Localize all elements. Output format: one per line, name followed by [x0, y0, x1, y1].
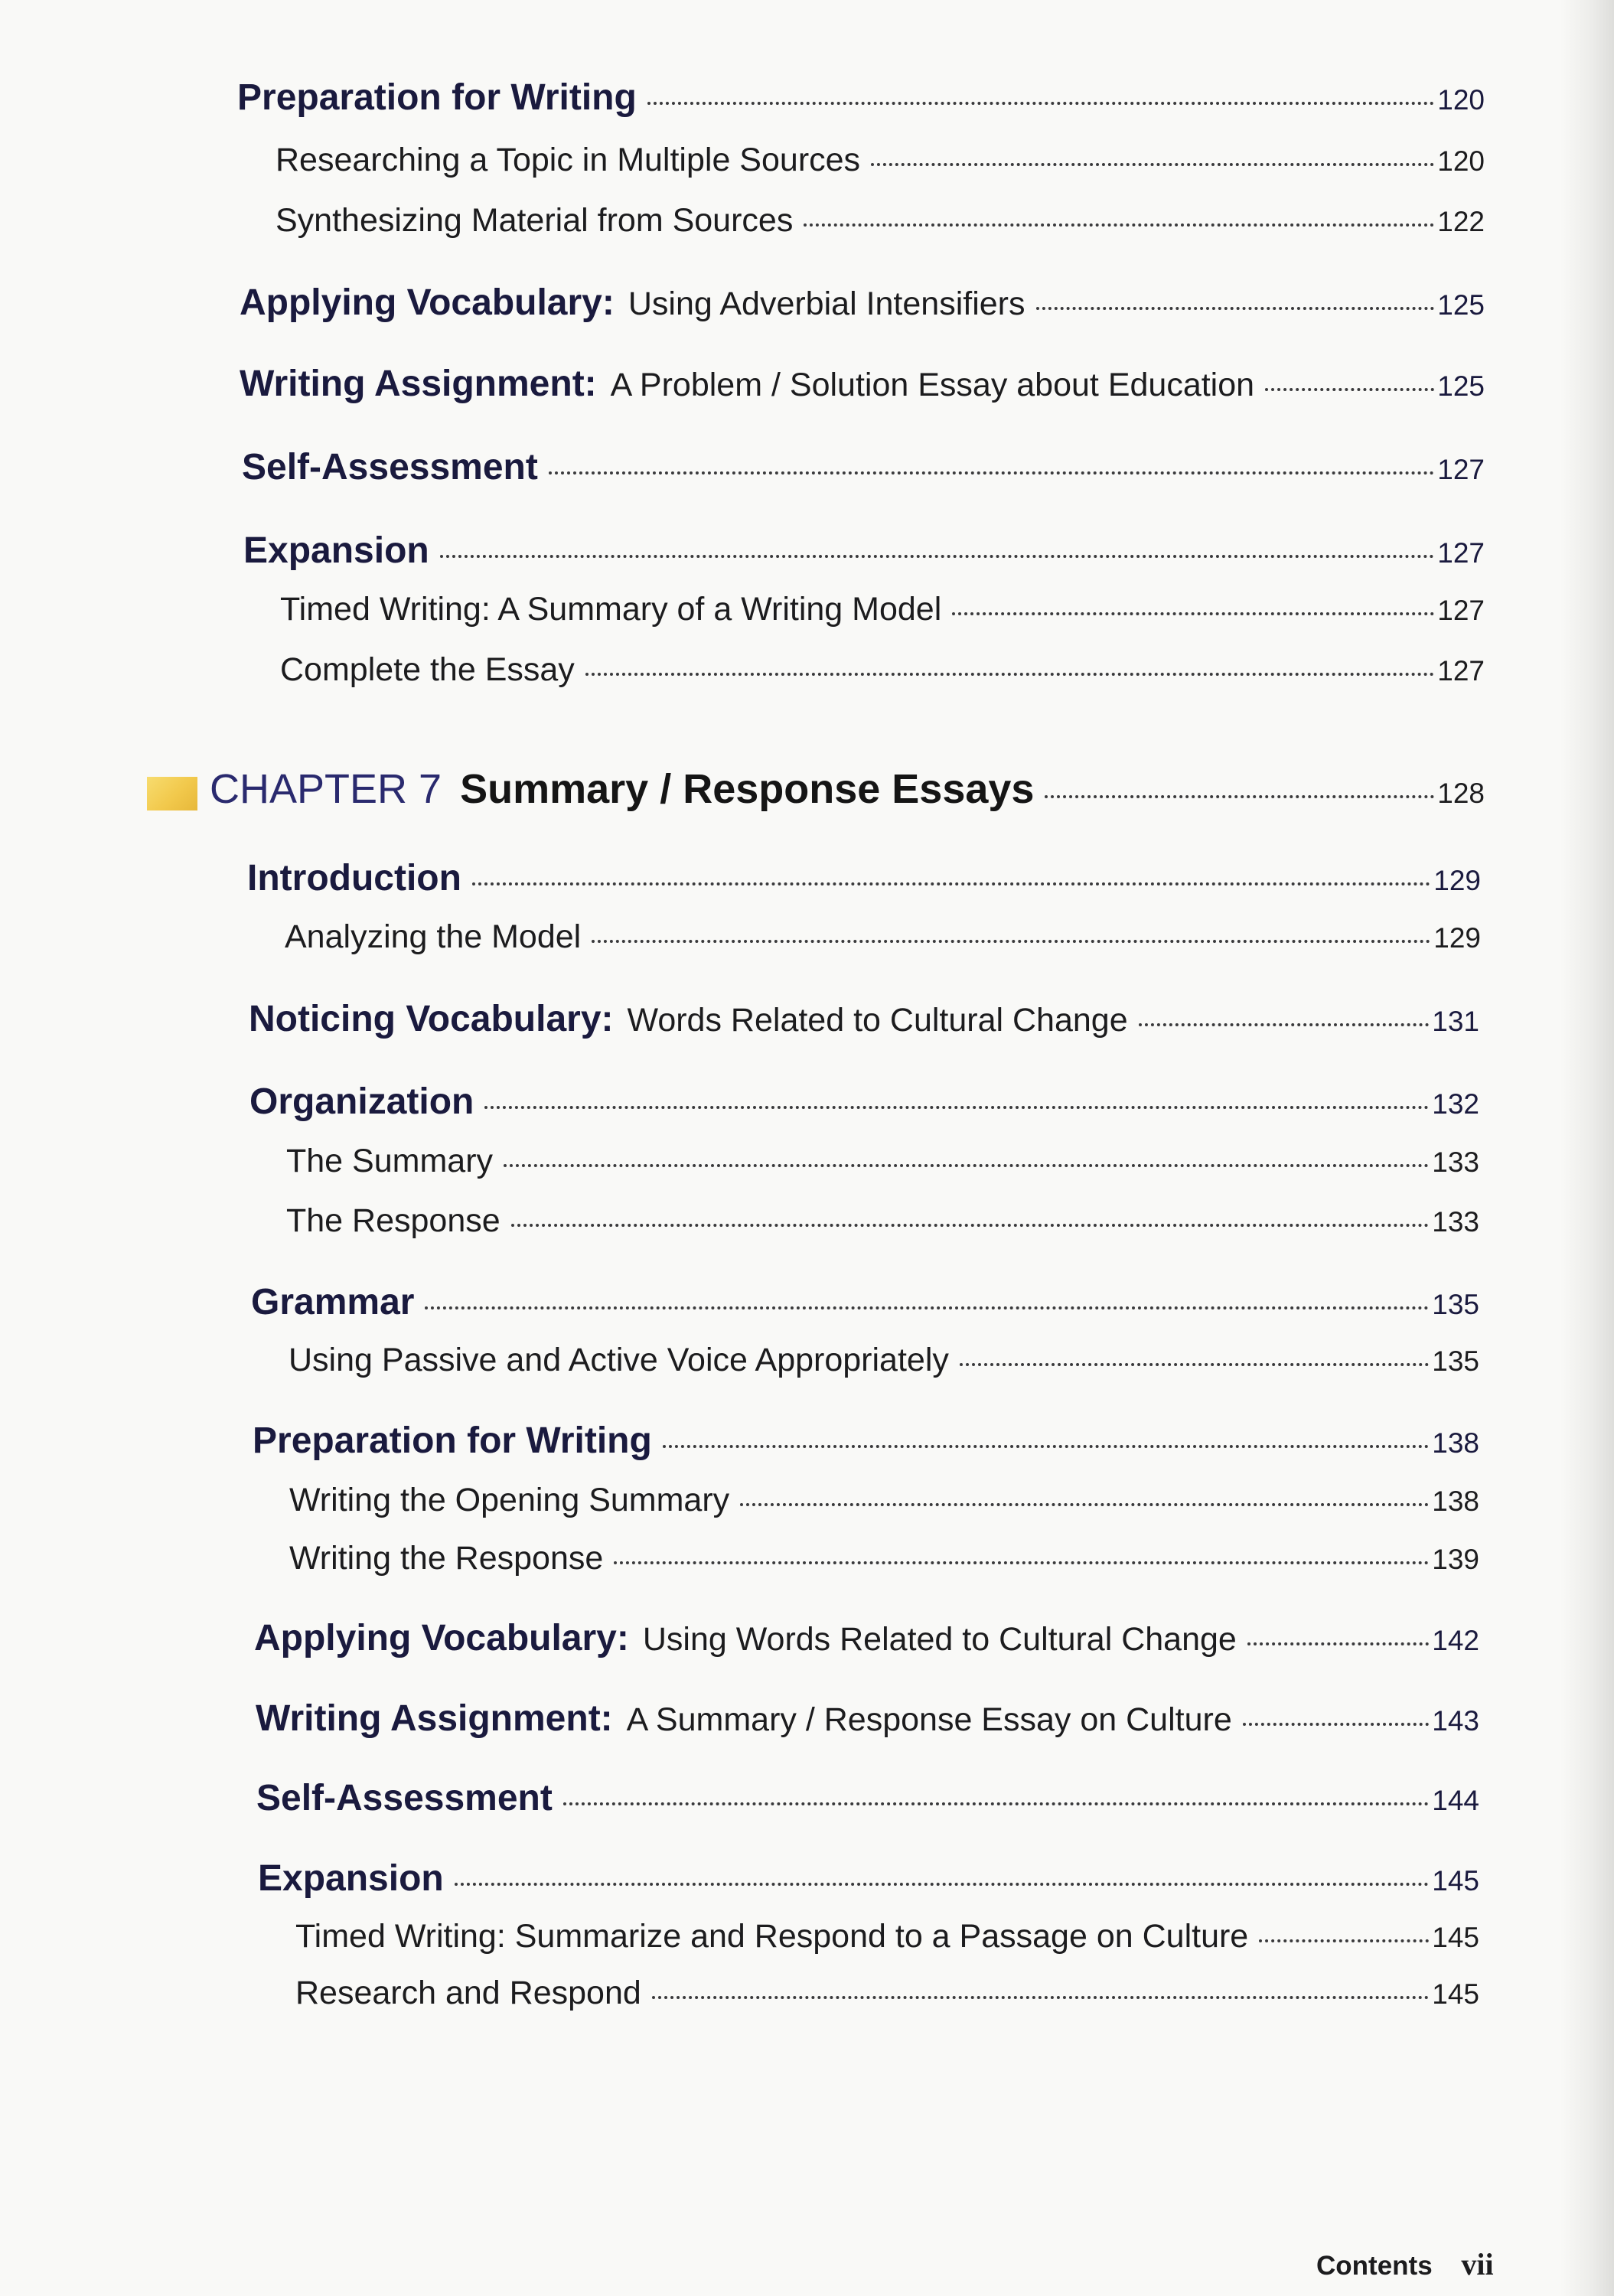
toc-entry-self-assessment [242, 446, 1485, 488]
toc-entry-label: The Response [286, 1202, 501, 1239]
toc-entry-label: Writing Assignment: [256, 1698, 613, 1739]
toc-entry-label: Applying Vocabulary: [240, 282, 615, 323]
toc-page-number: 125 [1437, 370, 1485, 402]
toc-subentry-analyzing-model [285, 918, 1481, 956]
toc-entry-label: Writing Assignment: [240, 364, 597, 404]
toc-page-number: 139 [1432, 1544, 1479, 1575]
toc-entry-writing-assignment [240, 363, 1485, 405]
toc-page-number: 145 [1432, 1922, 1479, 1953]
toc-page-number: 135 [1432, 1289, 1479, 1320]
dot-leader [563, 1802, 1429, 1805]
toc-page-number: 129 [1433, 922, 1481, 954]
toc-entry-subtitle: Words Related to Cultural Change [627, 1002, 1128, 1039]
toc-entry-label: Timed Writing: A Summary of a Writing Model [280, 591, 942, 628]
chapter-title: Summary / Response Essays [460, 766, 1035, 812]
toc-entry-label: Expansion [258, 1858, 444, 1899]
toc-page-number: 125 [1437, 289, 1485, 321]
toc-entry-label: Complete the Essay [280, 651, 575, 688]
toc-entry-label: Introduction [247, 858, 461, 899]
toc-page-number: 127 [1437, 454, 1485, 485]
toc-page-number: 127 [1437, 655, 1485, 687]
page-edge-shadow [1560, 0, 1614, 2296]
toc-entry-subtitle: Using Words Related to Cultural Change [642, 1621, 1237, 1658]
dot-leader [1259, 1939, 1429, 1942]
toc-entry-writing-assignment-ch7 [256, 1698, 1479, 1740]
toc-entry-subtitle: Using Adverbial Intensifiers [628, 285, 1025, 322]
toc-subentry-the-response [286, 1202, 1479, 1240]
toc-entry-label: Writing the Opening Summary [289, 1482, 730, 1518]
dot-leader [1045, 795, 1434, 798]
toc-entry-label: Preparation for Writing [253, 1420, 652, 1461]
footer-section-label: Contents [1316, 2251, 1433, 2281]
toc-page-number: 143 [1432, 1705, 1479, 1737]
toc-entry-expansion [243, 530, 1485, 572]
toc-page-number: 145 [1432, 1865, 1479, 1896]
toc-page-number: 135 [1432, 1345, 1479, 1377]
dot-leader [1247, 1642, 1429, 1645]
toc-entry-subtitle: A Summary / Response Essay on Culture [626, 1701, 1232, 1738]
toc-page-number: 138 [1432, 1427, 1479, 1459]
toc-entry-label: Self-Assessment [256, 1778, 553, 1818]
toc-entry-label: Organization [249, 1081, 474, 1122]
chapter-number: CHAPTER 7 [210, 766, 442, 812]
toc-entry-label: Timed Writing: Summarize and Respond to a Passage on Culture [295, 1918, 1249, 1955]
toc-page-number: 131 [1432, 1006, 1479, 1037]
toc-entry-label: Using Passive and Active Voice Appropriately [289, 1342, 949, 1378]
dot-leader [440, 555, 1435, 558]
toc-page-number: 133 [1432, 1146, 1479, 1178]
dot-leader [455, 1883, 1430, 1886]
dot-leader [472, 882, 1430, 885]
toc-entry-introduction [247, 857, 1481, 899]
toc-page-number: 128 [1437, 778, 1485, 809]
toc-subentry-timed-writing [280, 591, 1485, 628]
toc-entry-label: Applying Vocabulary: [254, 1618, 629, 1658]
dot-leader [614, 1561, 1429, 1564]
toc-subentry-researching-topic [276, 142, 1485, 179]
toc-entry-applying-vocabulary-ch7 [254, 1617, 1479, 1659]
dot-leader [960, 1363, 1429, 1366]
dot-leader [804, 223, 1434, 227]
toc-subentry-the-summary [286, 1143, 1479, 1180]
toc-entry-label: Analyzing the Model [285, 918, 582, 955]
dot-leader [647, 102, 1434, 105]
dot-leader [585, 673, 1434, 676]
toc-subentry-opening-summary [289, 1482, 1479, 1519]
toc-entry-preparation-for-writing-ch7 [253, 1420, 1479, 1462]
toc-entry-expansion-ch7 [258, 1857, 1479, 1900]
toc-entry-label: Expansion [243, 530, 429, 571]
dot-leader [1036, 307, 1435, 310]
dot-leader [1139, 1023, 1430, 1026]
dot-leader [652, 1996, 1429, 1999]
toc-page-number: 132 [1432, 1088, 1479, 1120]
chapter-marker [147, 777, 197, 810]
toc-entry-organization [249, 1081, 1479, 1123]
toc-entry-label: Research and Respond [295, 1975, 641, 2011]
toc-subentry-writing-response [289, 1540, 1479, 1577]
toc-chapter-heading [210, 765, 1485, 813]
toc-entry-label: Writing the Response [289, 1540, 604, 1577]
toc-entry-subtitle: A Problem / Solution Essay about Education [610, 367, 1255, 403]
dot-leader [663, 1445, 1429, 1448]
toc-page-number: 133 [1432, 1206, 1479, 1238]
toc-page-number: 127 [1437, 595, 1485, 626]
toc-page-number: 127 [1437, 537, 1485, 569]
toc-entry-label: Researching a Topic in Multiple Sources [276, 142, 861, 178]
dot-leader [592, 940, 1430, 943]
dot-leader [511, 1224, 1430, 1227]
toc-page-number: 145 [1432, 1978, 1479, 2010]
toc-entry-label: Preparation for Writing [237, 77, 637, 118]
toc-entry-self-assessment-ch7 [256, 1777, 1479, 1819]
dot-leader [1265, 388, 1434, 391]
toc-entry-noticing-vocabulary [249, 998, 1479, 1040]
toc-page-number: 120 [1437, 145, 1485, 177]
toc-entry-grammar [251, 1281, 1479, 1323]
dot-leader [484, 1106, 1429, 1109]
toc-subentry-synthesizing-material [276, 202, 1485, 240]
toc-page-number: 144 [1432, 1785, 1479, 1816]
dot-leader [504, 1164, 1429, 1167]
toc-subentry-timed-writing-ch7 [295, 1918, 1479, 1955]
toc-subentry-research-respond [295, 1975, 1479, 2012]
toc-entry-label: Grammar [251, 1282, 415, 1322]
toc-page-number: 142 [1432, 1625, 1479, 1656]
toc-subentry-passive-active-voice [289, 1342, 1479, 1379]
toc-page-number: 120 [1437, 84, 1485, 116]
toc-page-number: 129 [1433, 865, 1481, 896]
toc-entry-label: Synthesizing Material from Sources [276, 202, 794, 239]
toc-entry-label: Noticing Vocabulary: [249, 999, 614, 1039]
toc-subentry-complete-essay [280, 651, 1485, 689]
footer-page-number: vii [1461, 2247, 1494, 2281]
page-footer [1316, 2246, 1494, 2282]
dot-leader [1243, 1723, 1430, 1726]
toc-entry-preparation-for-writing [237, 77, 1485, 119]
dot-leader [871, 163, 1434, 166]
dot-leader [952, 612, 1434, 615]
dot-leader [549, 471, 1434, 475]
toc-page-number: 122 [1437, 206, 1485, 237]
toc-page-number: 138 [1432, 1486, 1479, 1517]
dot-leader [425, 1306, 1429, 1309]
toc-entry-applying-vocabulary [240, 282, 1485, 324]
dot-leader [740, 1503, 1429, 1506]
toc-entry-label: Self-Assessment [242, 447, 538, 488]
toc-entry-label: The Summary [286, 1143, 494, 1179]
